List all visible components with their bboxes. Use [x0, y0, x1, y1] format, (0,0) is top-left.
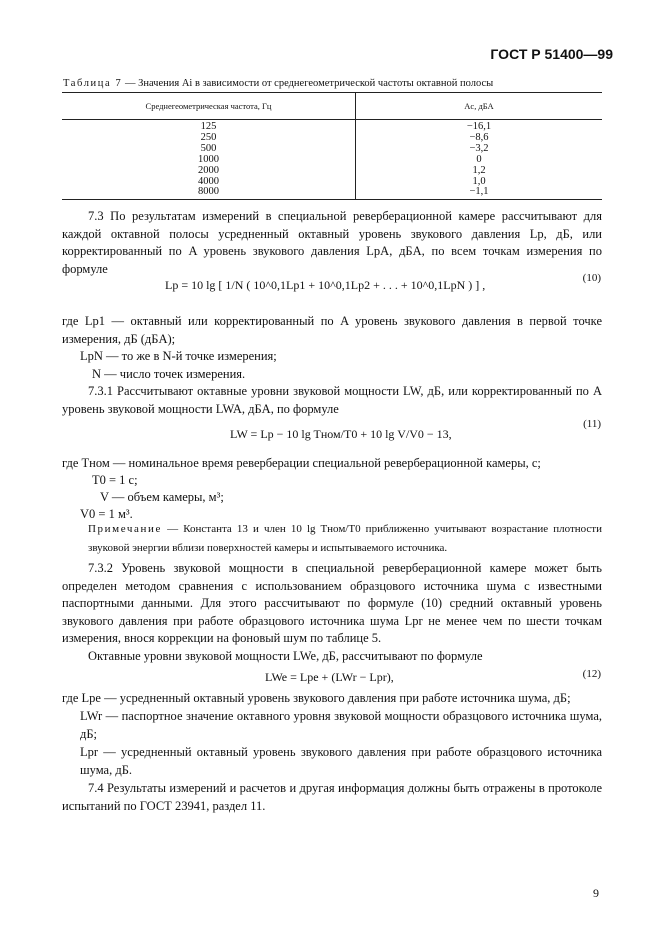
- paragraph-7-3-2-b: Октавные уровни звуковой мощности LWe, дБ, рассчитывают по формуле: [88, 649, 483, 663]
- value-cell: 0: [476, 153, 482, 165]
- document-header: ГОСТ Р 51400—99: [490, 46, 613, 62]
- formula-11-number: (11): [583, 418, 601, 430]
- freq-cell: 125: [62, 120, 356, 133]
- value-cell: −3,2: [469, 142, 489, 154]
- freq-cell: 8000: [62, 187, 356, 199]
- note-label: Примечание: [88, 523, 162, 535]
- paragraph-7-3-1: 7.3.1 Рассчитывают октавные уровни звуковой мощности LW, дБ, или корректированный по A уровень звуковой мощности LWA, дБA, по формуле: [62, 384, 602, 416]
- paragraph-7-3-2: 7.3.2 Уровень звуковой мощности в специальной реверберационной камере может быть определен методом сравнения с использованием образцового источника шума с известными паспортными данными. Для этого рассчитывают по формуле (10) средний октавный уровень звукового давления при работе образцового источника шума Lpr не менее чем по шести точкам измерения, внося коррекции на фоновый шум по таблице 5.: [62, 561, 602, 645]
- formula-10: Lp = 10 lg [ 1/N ( 10^0,1Lp1 + 10^0,1Lp2 + . . . + 10^0,1LpN ) ] ,: [165, 278, 486, 292]
- formula-12: LWe = Lpe + (LWr − Lpr),: [265, 670, 394, 684]
- value-cell: 1,0: [472, 175, 486, 187]
- value-cell: −16,1: [466, 121, 492, 132]
- formula-10-number: (10): [582, 272, 601, 284]
- value-cell: 1,2: [472, 164, 486, 176]
- values-table: [62, 92, 602, 200]
- where-12-line2: LWr — паспортное значение октавного уровня звуковой мощности образцового источника шума, дБ;: [80, 709, 602, 741]
- column-header-ac: Ac, дБА: [356, 93, 603, 120]
- freq-cell: 250: [62, 133, 356, 144]
- table-caption: [63, 78, 493, 89]
- formula-12-number: (12): [582, 668, 601, 680]
- paragraph-7-4: 7.4 Результаты измерений и расчетов и другая информация должны быть отражены в протоколе испытаний по ГОСТ 23941, раздел 11.: [62, 781, 602, 813]
- freq-cell: 1000: [62, 155, 356, 166]
- where-11-line4: V0 = 1 м³.: [80, 507, 133, 521]
- where-11-line2: T0 = 1 с;: [92, 473, 138, 487]
- table-caption-text: — Значения Ai в зависимости от среднегеометрической частоты октавной полосы: [122, 78, 494, 89]
- where-11-line1: где Tном — номинальное время реверберации специальной реверберационной камеры, с;: [62, 456, 541, 470]
- note-block: [88, 520, 602, 558]
- column-header-frequency: Среднегеометрическая частота, Гц: [62, 93, 356, 120]
- freq-cell: 500: [62, 144, 356, 155]
- where-10-line3: N — число точек измерения.: [92, 367, 246, 381]
- where-11-line3: V — объем камеры, м³;: [100, 490, 224, 504]
- where-10-line1: где Lp1 — октавный или корректированный по A уровень звукового давления в первой точке измерения, дБ (дБA);: [62, 314, 602, 346]
- value-cell: −8,6: [469, 131, 489, 143]
- where-12-line3: Lpr — усредненный октавный уровень звукового давления при работе образцового источника шума, дБ.: [80, 745, 602, 777]
- paragraph-7-3: 7.3 По результатам измерений в специальной реверберационной камере рассчитывают для каждой октавной полосы усредненный октавный уровень звукового давления Lp, дБ, или корректированный по A уровень звукового давления LpA, дБA, по всем точкам измерения по формуле: [62, 209, 602, 276]
- where-12-line1: где Lpe — усредненный октавный уровень звукового давления при работе источника шума, дБ;: [62, 691, 571, 705]
- page-number: 9: [593, 886, 599, 900]
- value-cell: −1,1: [356, 187, 603, 199]
- where-10-line2: LpN — то же в N-й точке измерения;: [80, 349, 277, 363]
- formula-11: LW = Lp − 10 lg Tном/T0 + 10 lg V/V0 − 13,: [230, 427, 452, 441]
- freq-cell: 2000: [62, 166, 356, 177]
- note-text: — Константа 13 и член 10 lg Tном/T0 приближенно учитывают возрастание плотности звуковой энергии вблизи поверхностей камеры и испытываемого источника.: [88, 523, 602, 554]
- freq-cell: 4000: [62, 177, 356, 188]
- table-caption-label: Таблица 7: [63, 78, 123, 89]
